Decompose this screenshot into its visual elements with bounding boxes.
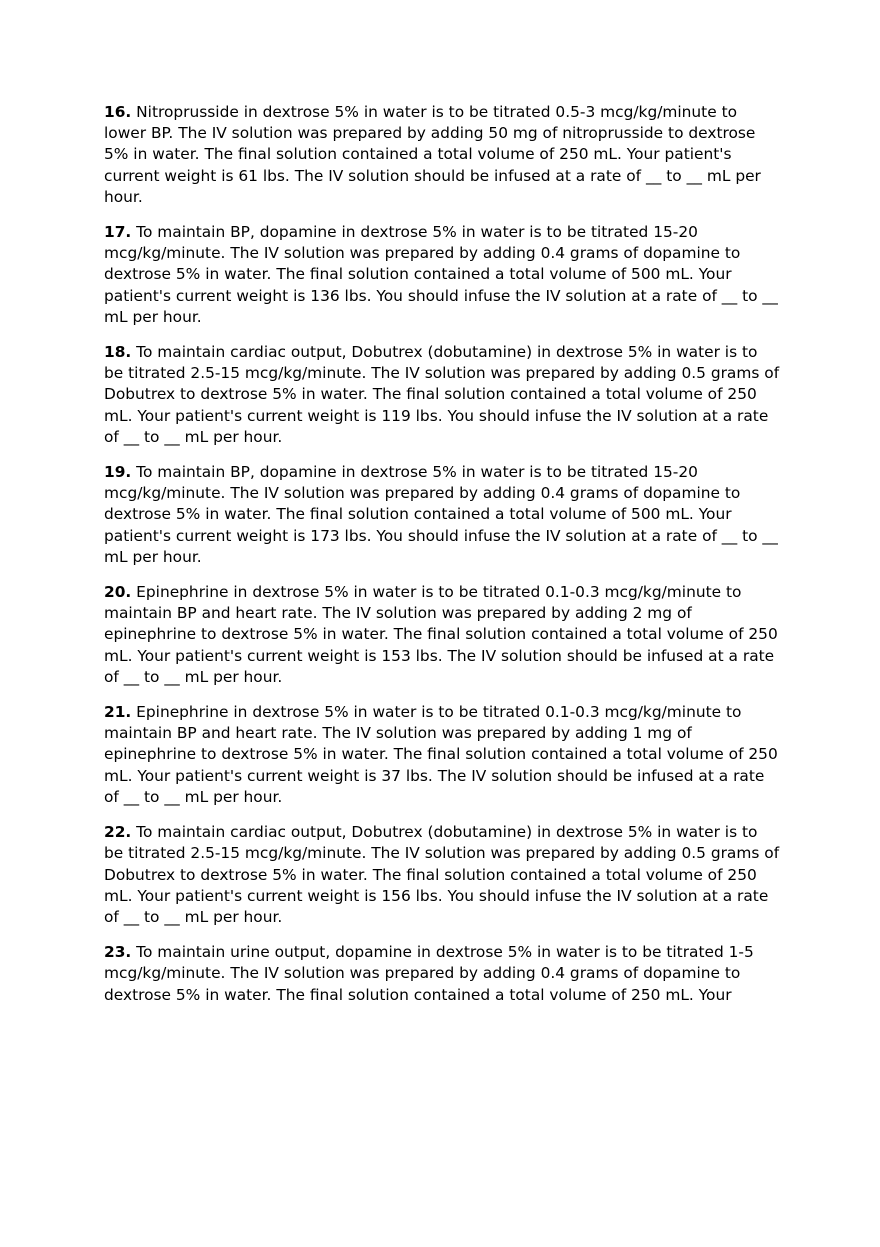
document-page [104,102,780,1020]
question-text: To maintain cardiac output, Dobutrex (dobutamine) in dextrose 5% in water is to be titrated 2.5-15 mcg/kg/minute. The IV solution was prepared by adding 0.5 grams of Dobutrex to dextrose 5% in water. The final solution contained a total volume of 250 mL. Your patient's current weight is 119 lbs. You should infuse the IV solution at a rate of __ to __ mL per hour. [104,343,780,446]
question-23 [104,942,780,1006]
question-number: 20. [104,583,132,602]
question-21 [104,702,780,808]
question-number: 23. [104,943,132,962]
question-20 [104,582,780,688]
question-16 [104,102,780,208]
question-number: 19. [104,463,132,482]
question-number: 16. [104,103,132,121]
question-text: Epinephrine in dextrose 5% in water is to be titrated 0.1-0.3 mcg/kg/minute to maintain BP and heart rate. The IV solution was prepared by adding 2 mg of epinephrine to dextrose 5% in water. The final solution contained a total volume of 250 mL. Your patient's current weight is 153 lbs. The IV solution should be infused at a rate of __ to __ mL per hour. [104,583,778,686]
question-number: 22. [104,823,132,842]
question-text: Nitroprusside in dextrose 5% in water is to be titrated 0.5-3 mcg/kg/minute to lower BP. The IV solution was prepared by adding 50 mg of nitroprusside to dextrose 5% in water. The final solution contained a total volume of 250 mL. Your patient's current weight is 61 lbs. The IV solution should be infused at a rate of __ to __ mL per hour. [104,103,761,206]
question-number: 18. [104,343,132,362]
question-17 [104,222,780,328]
question-22 [104,822,780,928]
question-text: To maintain BP, dopamine in dextrose 5% in water is to be titrated 15-20 mcg/kg/minute. The IV solution was prepared by adding 0.4 grams of dopamine to dextrose 5% in water. The final solution contained a total volume of 500 mL. Your patient's current weight is 136 lbs. You should infuse the IV solution at a rate of __ to __ mL per hour. [104,223,778,326]
question-text: To maintain cardiac output, Dobutrex (dobutamine) in dextrose 5% in water is to be titrated 2.5-15 mcg/kg/minute. The IV solution was prepared by adding 0.5 grams of Dobutrex to dextrose 5% in water. The final solution contained a total volume of 250 mL. Your patient's current weight is 156 lbs. You should infuse the IV solution at a rate of __ to __ mL per hour. [104,823,780,926]
question-text: To maintain urine output, dopamine in dextrose 5% in water is to be titrated 1-5 mcg/kg/minute. The IV solution was prepared by adding 0.4 grams of dopamine to dextrose 5% in water. The final solution contained a total volume of 250 mL. Your [104,943,754,1004]
question-number: 21. [104,703,132,722]
question-18 [104,342,780,448]
question-text: To maintain BP, dopamine in dextrose 5% in water is to be titrated 15-20 mcg/kg/minute. The IV solution was prepared by adding 0.4 grams of dopamine to dextrose 5% in water. The final solution contained a total volume of 500 mL. Your patient's current weight is 173 lbs. You should infuse the IV solution at a rate of __ to __ mL per hour. [104,463,778,566]
question-19 [104,462,780,568]
question-number: 17. [104,223,132,242]
question-text: Epinephrine in dextrose 5% in water is to be titrated 0.1-0.3 mcg/kg/minute to maintain BP and heart rate. The IV solution was prepared by adding 1 mg of epinephrine to dextrose 5% in water. The final solution contained a total volume of 250 mL. Your patient's current weight is 37 lbs. The IV solution should be infused at a rate of __ to __ mL per hour. [104,703,778,806]
